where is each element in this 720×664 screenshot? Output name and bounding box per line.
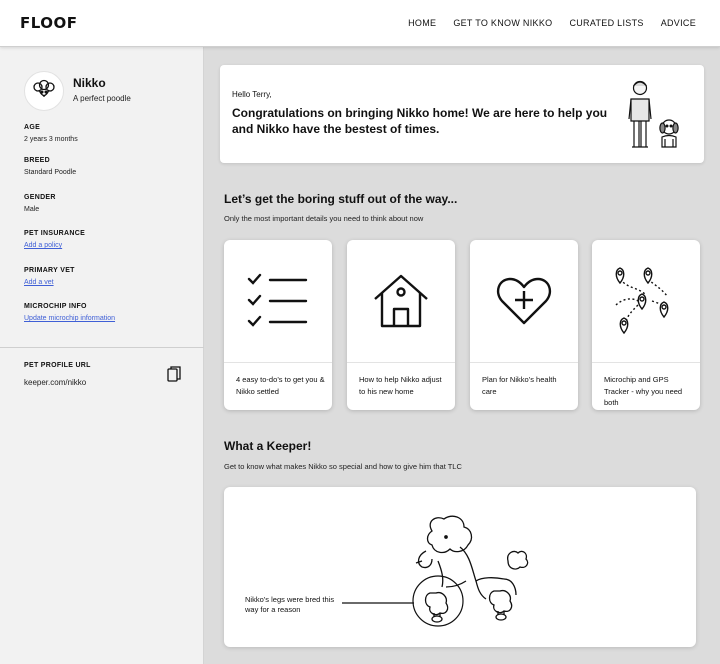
nav-curated-lists[interactable]: CURATED LISTS bbox=[569, 18, 644, 28]
card-caption: How to help Nikko adjust to his new home bbox=[359, 375, 442, 396]
card-microchip-gps[interactable] bbox=[592, 240, 700, 410]
copy-url-button[interactable] bbox=[166, 365, 182, 383]
profile-url-value: keeper.com/nikko bbox=[24, 378, 87, 387]
checklist-icon bbox=[246, 271, 310, 331]
welcome-message: Congratulations on bringing Nikko home! We are here to help you and Nikko have the bestest of times. bbox=[232, 106, 608, 137]
card-caption: 4 easy to-do’s to get you & Nikko settled bbox=[236, 375, 325, 396]
field-value: 2 years 3 months bbox=[24, 136, 78, 143]
field-label: PET INSURANCE bbox=[24, 230, 86, 237]
poodle-icon bbox=[31, 78, 57, 104]
card-todos[interactable] bbox=[224, 240, 332, 410]
field-label: GENDER bbox=[24, 194, 56, 201]
field-label: AGE bbox=[24, 124, 41, 131]
nav-get-to-know[interactable]: GET TO KNOW NIKKO bbox=[453, 18, 553, 28]
field-microchip bbox=[24, 303, 115, 322]
main-nav bbox=[408, 18, 696, 28]
poodle-illustration bbox=[342, 511, 642, 641]
field-pet-insurance bbox=[24, 230, 85, 249]
top-navbar bbox=[0, 0, 720, 47]
keeper-title: What a Keeper! bbox=[224, 439, 312, 453]
field-label: PRIMARY VET bbox=[24, 267, 75, 274]
field-breed bbox=[24, 157, 76, 176]
add-policy-link[interactable]: Add a policy bbox=[24, 242, 63, 249]
boring-stuff-subtitle: Only the most important details you need to think about now bbox=[224, 214, 424, 223]
map-pins-icon bbox=[608, 265, 684, 337]
field-label: MICROCHIP INFO bbox=[24, 303, 87, 310]
keeper-feature-card bbox=[224, 487, 696, 647]
copy-icon bbox=[166, 365, 182, 383]
field-label: PET PROFILE URL bbox=[24, 362, 91, 369]
field-profile-url bbox=[24, 362, 91, 387]
card-icon-area bbox=[470, 240, 578, 363]
pet-name: Nikko bbox=[73, 76, 106, 90]
card-caption: Microchip and GPS Tracker - why you need both bbox=[604, 375, 683, 408]
house-icon bbox=[372, 273, 430, 329]
welcome-card bbox=[220, 65, 704, 163]
heart-plus-icon bbox=[496, 276, 552, 326]
nav-advice[interactable]: ADVICE bbox=[660, 18, 696, 28]
owner-and-dog-illustration bbox=[624, 77, 682, 153]
field-label: BREED bbox=[24, 157, 51, 164]
card-icon-area bbox=[347, 240, 455, 363]
pet-profile-sidebar bbox=[0, 47, 204, 664]
keeper-subtitle: Get to know what makes Nikko so special and how to give him that TLC bbox=[224, 462, 462, 471]
card-icon-area bbox=[592, 240, 700, 363]
nav-home[interactable]: HOME bbox=[408, 18, 437, 28]
legs-annotation: Nikko’s legs were bred this way for a reason bbox=[245, 595, 335, 614]
sidebar-divider bbox=[0, 347, 204, 348]
logo[interactable]: FLOOF bbox=[20, 14, 78, 32]
card-icon-area bbox=[224, 240, 332, 363]
pet-tagline: A perfect poodle bbox=[73, 94, 131, 103]
boring-stuff-title: Let’s get the boring stuff out of the way... bbox=[224, 192, 458, 206]
update-microchip-link[interactable]: Update microchip information bbox=[24, 315, 116, 322]
field-value: Standard Poodle bbox=[24, 169, 77, 176]
pet-avatar bbox=[24, 71, 64, 111]
add-vet-link[interactable]: Add a vet bbox=[24, 279, 54, 286]
field-primary-vet bbox=[24, 267, 75, 286]
field-gender bbox=[24, 194, 56, 213]
field-value: Male bbox=[24, 206, 40, 213]
field-age bbox=[24, 124, 78, 143]
card-caption: Plan for Nikko’s health care bbox=[482, 375, 557, 396]
card-new-home[interactable] bbox=[347, 240, 455, 410]
greeting: Hello Terry, bbox=[232, 90, 272, 99]
card-health-care[interactable] bbox=[470, 240, 578, 410]
